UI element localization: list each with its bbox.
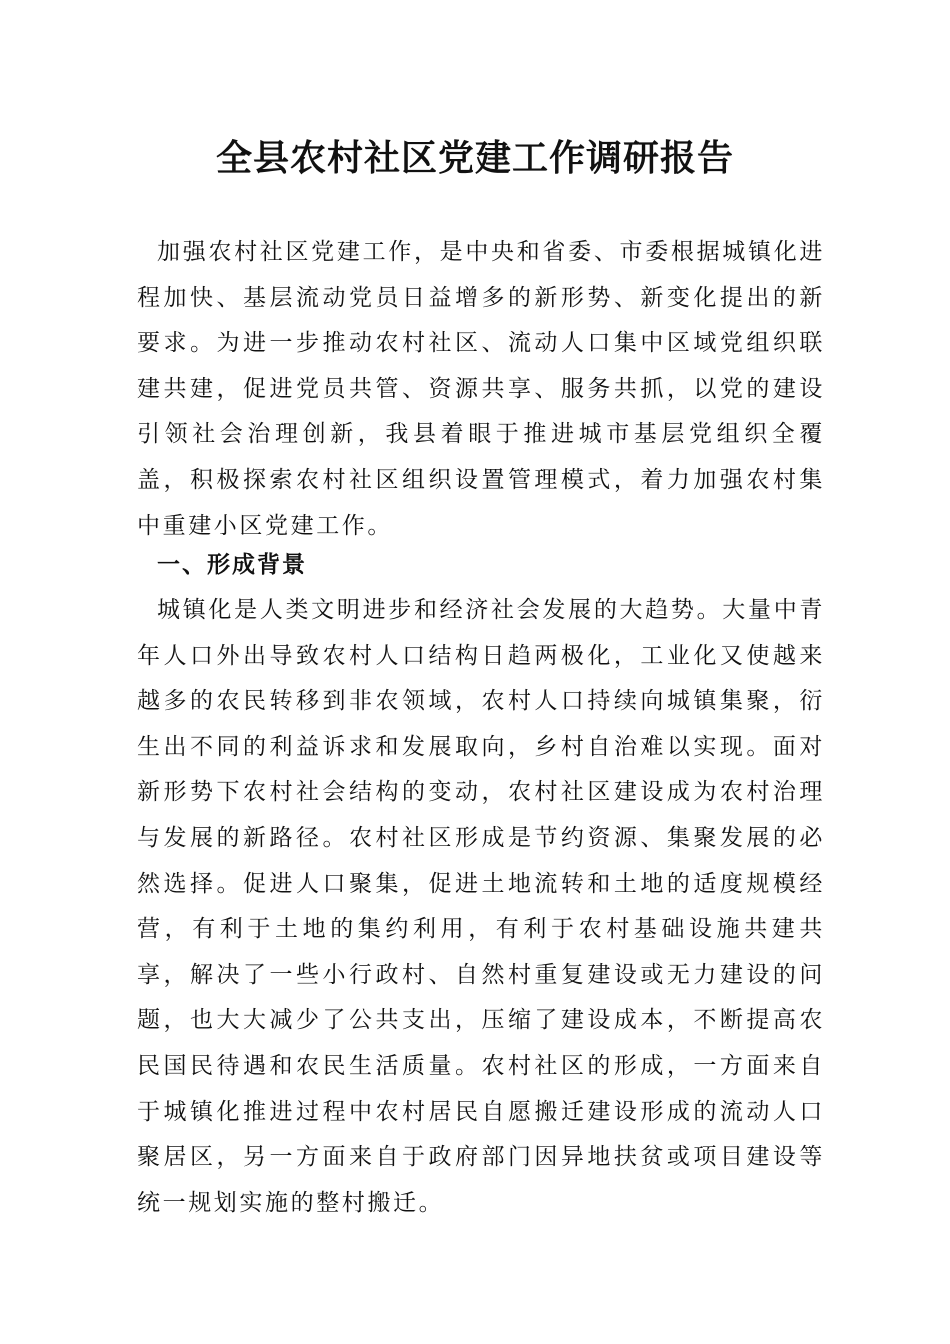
section-heading: 一、形成背景 [157, 552, 307, 578]
section-paragraph: 城镇化是人类文明进步和经济社会发展的大趋势。大量中青年人口外出导致农村人口结构日趋两极化，工业化又使越来越多的农民转移到非农领域，农村人口持续向城镇集聚，衍生出不同的利益诉求和发展取向，乡村自治难以实现。面对新形势下农村社会结构的变动，农村社区建设成为农村治理与发展的新路径。农村社区形成是节约资源、集聚发展的必然选择。促进人口聚集，促进土地流转和土地的适度规模经营，有利于土地的集约利用，有利于农村基础设施共建共享，解决了一些小行政村、自然村重复建设或无力建设的问题，也大大减少了公共支出，压缩了建设成本，不断提高农民国民待遇和农民生活质量。农村社区的形成，一方面来自于城镇化推进过程中农村居民自愿搬迁建设形成的流动人口聚居区，另一方面来自于政府部门因异地扶贫或项目建设等统一规划实施的整村搬迁。 [137, 597, 825, 1216]
document-title: 全县农村社区党建工作调研报告 [215, 137, 734, 179]
intro-paragraph: 加强农村社区党建工作，是中央和省委、市委根据城镇化进程加快、基层流动党员日益增多的新形势、新变化提出的新要求。为进一步推动农村社区、流动人口集中区域党组织联建共建，促进党员共管、资源共享、服务共抓，以党的建设引领社会治理创新，我县着眼于推进城市基层党组织全覆盖，积极探索农村社区组织设置管理模式，着力加强农村集中重建小区党建工作。 [137, 239, 825, 539]
